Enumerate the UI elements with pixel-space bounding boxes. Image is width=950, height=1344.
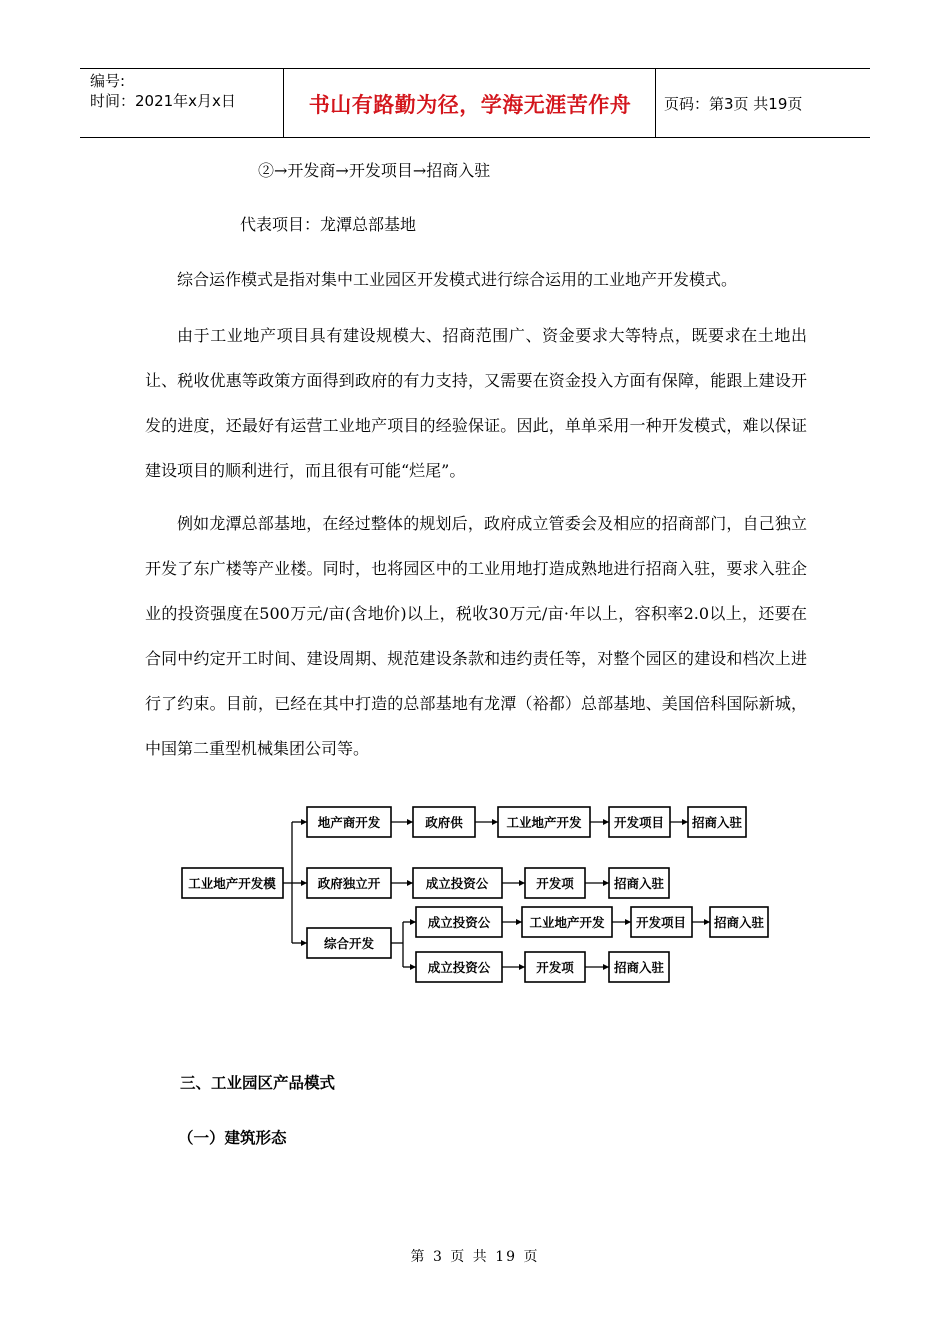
diagram-node: 成立投资公	[427, 915, 491, 930]
diagram-node: 招商入驻	[613, 960, 665, 975]
document-number-label: 编号:	[90, 72, 126, 90]
diagram-node: 招商入驻	[691, 815, 743, 830]
flow-line: ②→开发商→开发项目→招商入驻	[258, 161, 491, 180]
diagram-node: 政府独立开	[317, 876, 381, 891]
page-footer: 第 3 页 共 19 页	[410, 1249, 540, 1265]
diagram-node: 开发项目	[635, 915, 687, 930]
paragraph-reasons: 由于工业地产项目具有建设规模大、招商范围广、资金要求大等特点，既要求在土地出让、税收优惠等政策方面得到政府的有力支持，又需要在资金投入方面有保障，能跟上建设开发的进度，还最好有运营工业地产项目的经验保证。因此，单单采用一种开发模式，难以保证建设项目的顺利进行，而且很有可能“烂尾”。	[145, 326, 807, 480]
diagram-node: 开发项	[536, 960, 574, 975]
section-heading: 三、工业园区产品模式	[180, 1074, 336, 1092]
paragraph-definition: 综合运作模式是指对集中工业园区开发模式进行综合运用的工业地产开发模式。	[177, 270, 738, 289]
diagram-node: 成立投资公	[427, 960, 491, 975]
diagram-root-node: 工业地产开发模	[188, 876, 276, 891]
header-page-number: 页码：第3页 共19页	[664, 95, 803, 113]
diagram-node: 地产商开发	[317, 815, 381, 830]
diagram-node: 开发项	[536, 876, 574, 891]
diagram-node: 成立投资公	[425, 876, 489, 891]
representative-project: 代表项目：龙潭总部基地	[240, 215, 417, 234]
document-time-label: 时间：2021年x月x日	[90, 92, 236, 110]
subsection-heading: （一）建筑形态	[178, 1129, 287, 1147]
diagram-node: 政府供	[425, 815, 463, 830]
diagram-node: 工业地产开发	[506, 815, 582, 830]
diagram-node: 综合开发	[323, 936, 375, 951]
diagram-node: 工业地产开发	[529, 915, 605, 930]
diagram-node: 开发项目	[613, 815, 665, 830]
header-motto: 书山有路勤为径，学海无涯苦作舟	[308, 93, 632, 117]
diagram-node: 招商入驻	[713, 915, 765, 930]
paragraph-example: 例如龙潭总部基地，在经过整体的规划后，政府成立管委会及相应的招商部门，自己独立开发了东广楼等产业楼。同时，也将园区中的工业用地打造成熟地进行招商入驻，要求入驻企业的投资强度在500万元/亩(含地价)以上，税收30万元/亩·年以上，容积率2.0以上，还要在合同中约定开工时间、建设周期、规范建设条款和违约责任等，对整个园区的建设和档次上进行了约束。目前，已经在其中打造的总部基地有龙潭（裕都）总部基地、美国倍科国际新城，中国第二重型机械集团公司等。	[145, 514, 807, 758]
diagram-node: 招商入驻	[613, 876, 665, 891]
